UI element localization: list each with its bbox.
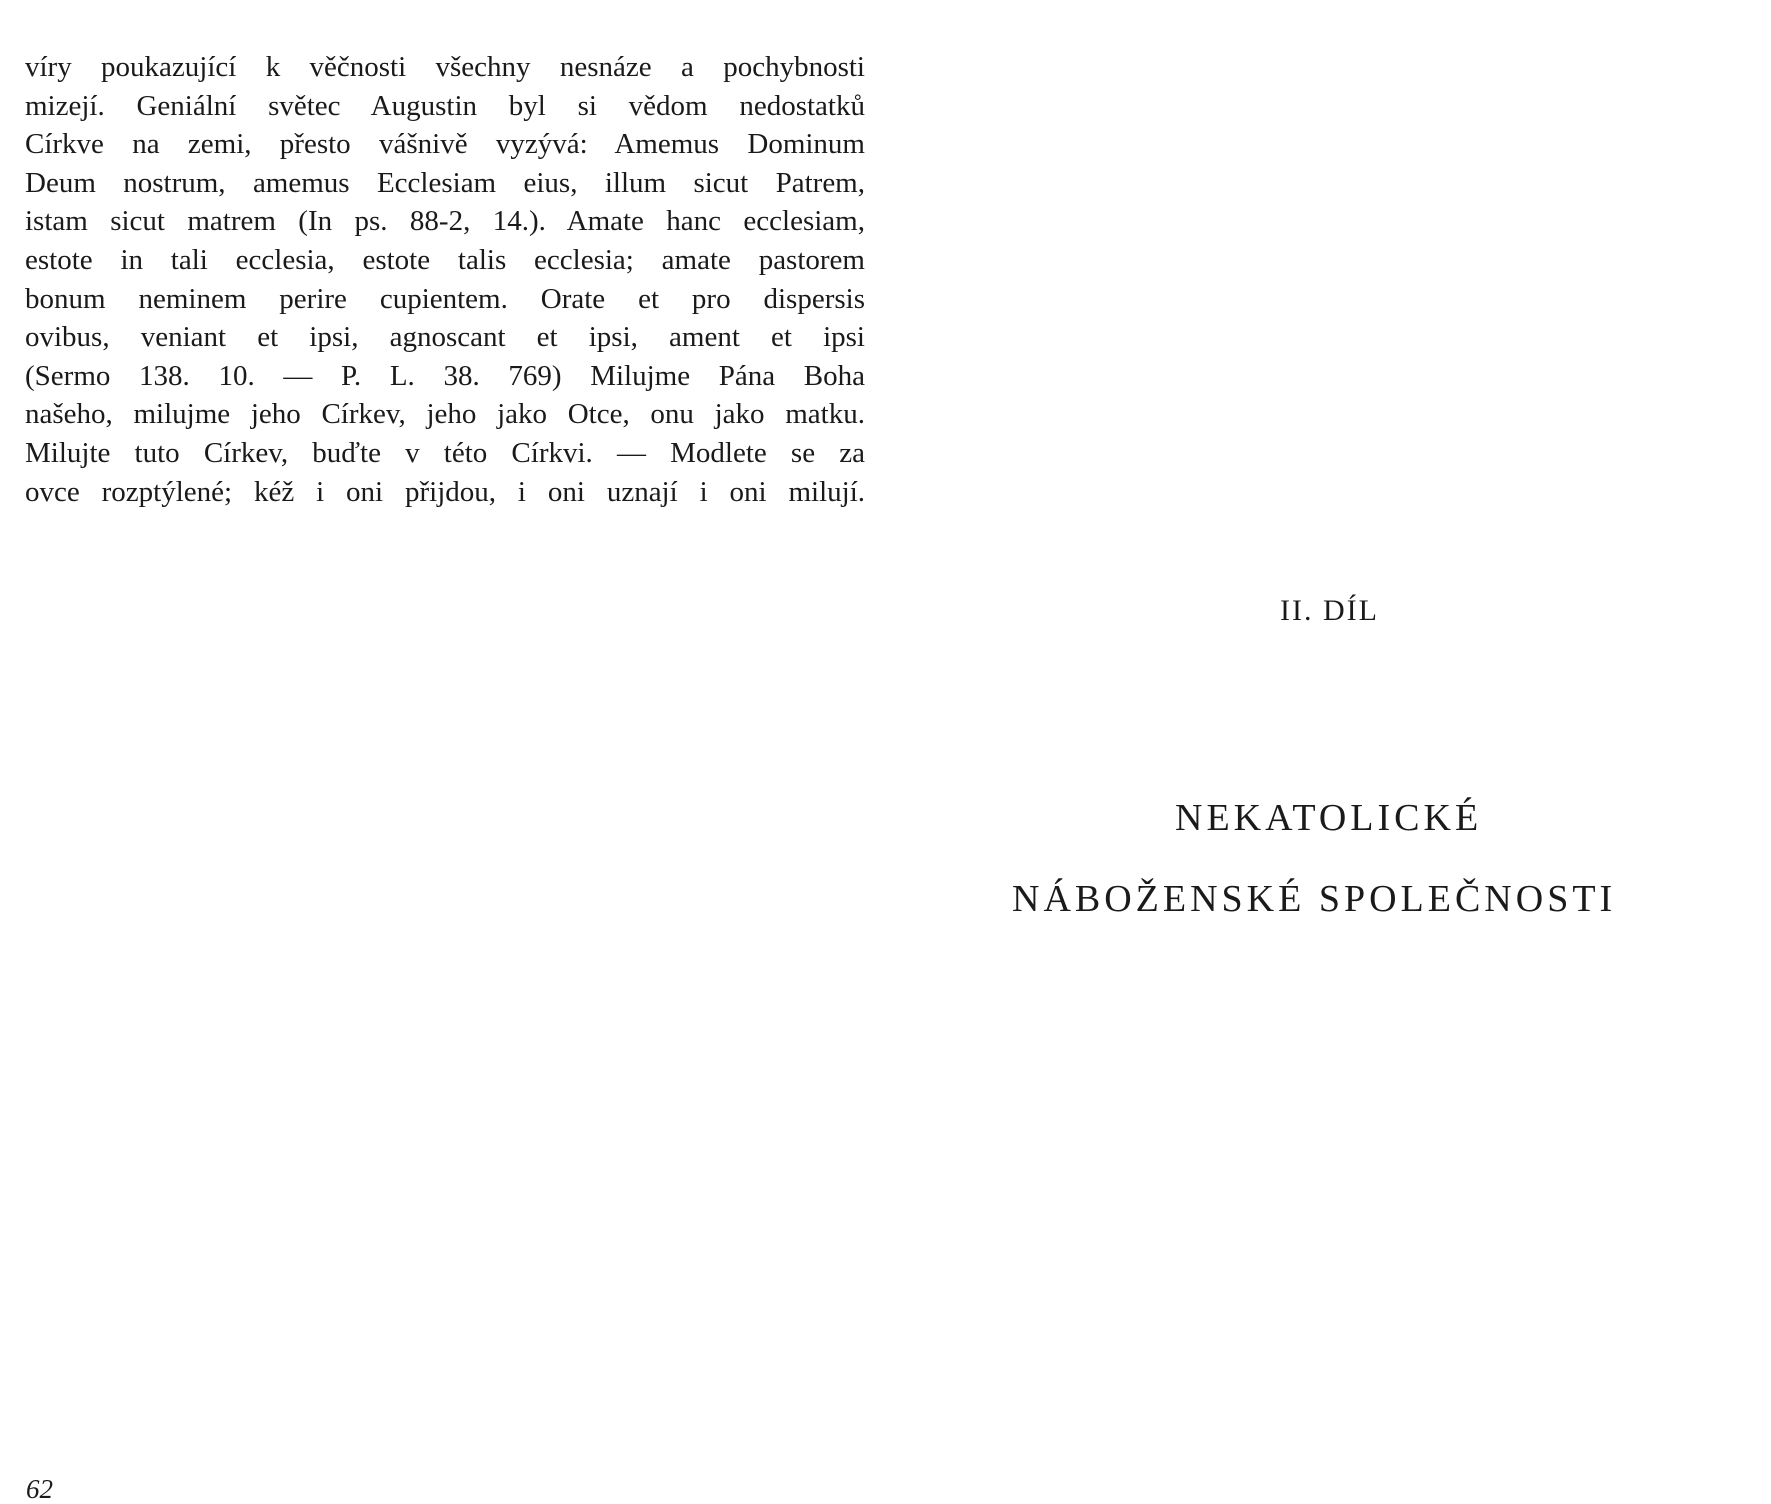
text-line: Milujte tuto Církev, buďte v této Církvi. — Modlete se za xyxy=(25,436,865,469)
text-line: ovce rozptýlené; kéž i oni přijdou, i oni uznají i oni milují. xyxy=(25,475,865,508)
text-line: bonum neminem perire cupientem. Orate et pro dispersis xyxy=(25,282,865,315)
right-page xyxy=(885,0,1771,1500)
section-title-line-1: NEKATOLICKÉ xyxy=(1175,797,1483,839)
text-line: (Sermo 138. 10. — P. L. 38. 769) Milujme Pána Boha xyxy=(25,359,865,392)
section-title-line-2: NÁBOŽENSKÉ SPOLEČNOSTI xyxy=(1012,878,1617,920)
page-number: 62 xyxy=(26,1474,53,1504)
text-line: našeho, milujme jeho Církev, jeho jako Otce, onu jako matku. xyxy=(25,398,865,431)
text-line: ovibus, veniant et ipsi, agnoscant et ipsi, ament et ipsi xyxy=(25,321,865,354)
text-line: estote in tali ecclesia, estote talis ecclesia; amate pastorem xyxy=(25,243,865,276)
body-paragraph xyxy=(25,48,865,511)
text-line: Deum nostrum, amemus Ecclesiam eius, illum sicut Patrem, xyxy=(25,166,865,199)
part-label: II. DÍL xyxy=(1280,594,1379,627)
text-line: víry poukazující k věčnosti všechny nesnáze a pochybnosti xyxy=(25,51,865,83)
text-line: Církve na zemi, přesto vášnivě vyzývá: Amemus Dominum xyxy=(25,128,865,161)
text-line: istam sicut matrem (In ps. 88-2, 14.). Amate hanc ecclesiam, xyxy=(25,205,865,238)
left-page xyxy=(0,0,885,1504)
text-line: mizejí. Geniální světec Augustin byl si vědom nedostatků xyxy=(25,89,865,122)
